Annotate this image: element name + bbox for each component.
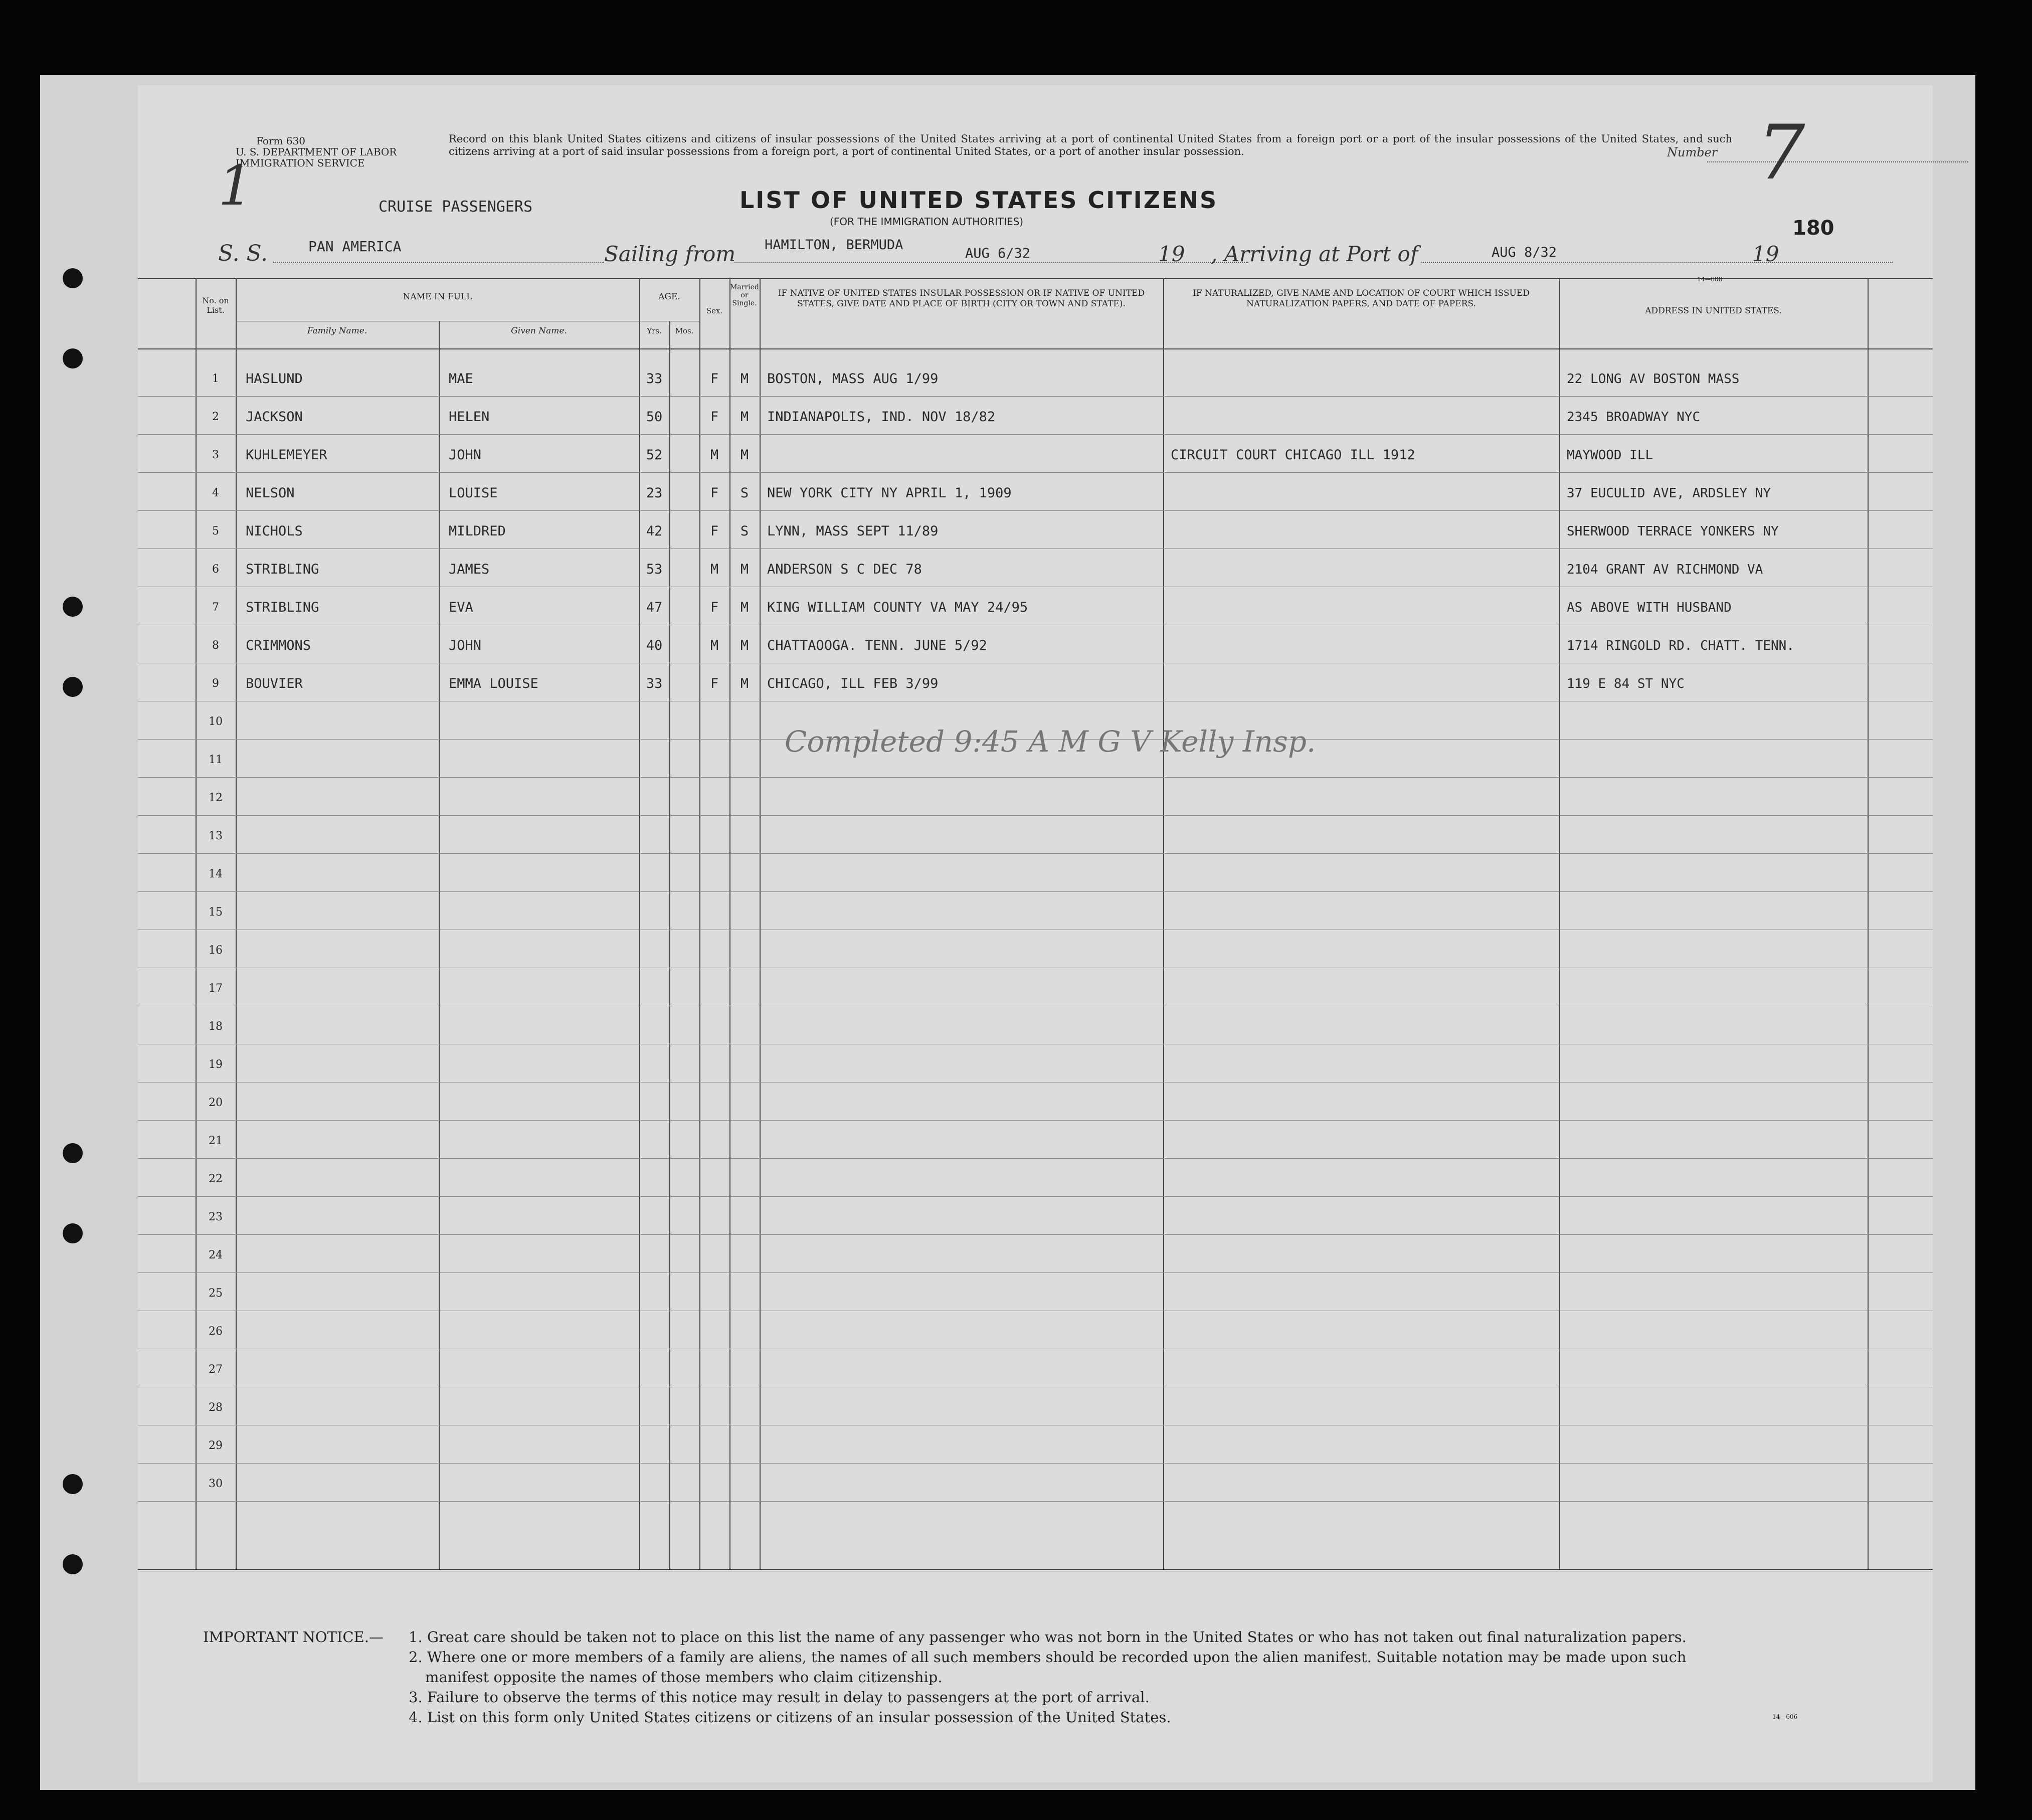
- department-label: U. S. DEPARTMENT OF LABOR: [236, 146, 397, 158]
- row-rule: [138, 1501, 1933, 1502]
- row-number: 21: [209, 1135, 223, 1147]
- notice-label: IMPORTANT NOTICE.—: [203, 1628, 384, 1646]
- family-name: STRIBLING: [246, 562, 319, 577]
- given-name: EMMA LOUISE: [449, 676, 538, 691]
- us-address: 2345 BROADWAY NYC: [1567, 410, 1701, 425]
- sex: F: [710, 600, 719, 615]
- row-rule: [138, 1196, 1933, 1197]
- row-number: 28: [209, 1401, 223, 1414]
- row-rule: [138, 853, 1933, 854]
- age-years: 33: [646, 371, 663, 387]
- binder-hole: [63, 1143, 83, 1163]
- row-number: 18: [209, 1020, 223, 1033]
- given-name: HELEN: [449, 409, 490, 425]
- marital-status: M: [740, 676, 749, 691]
- col-line: [439, 321, 440, 1569]
- year-prefix: 19: [1158, 242, 1185, 266]
- completion-annotation: Completed 9:45 A M G V Kelly Insp.: [785, 724, 1316, 759]
- sex: F: [710, 523, 719, 539]
- row-number: 5: [212, 525, 219, 537]
- age-years: 50: [646, 409, 663, 425]
- family-name: KUHLEMEYER: [246, 447, 327, 463]
- binder-hole: [63, 1223, 83, 1243]
- sheet-mark: 1: [218, 153, 253, 218]
- sailing-port: HAMILTON, BERMUDA: [765, 237, 903, 253]
- us-address: SHERWOOD TERRACE YONKERS NY: [1567, 524, 1779, 539]
- naturalization: CIRCUIT COURT CHICAGO ILL 1912: [1171, 447, 1415, 463]
- row-number: 6: [212, 563, 219, 576]
- header-bottom-rule: [138, 348, 1933, 349]
- sailing-date: AUG 6/32: [965, 246, 1031, 261]
- ship-line: [273, 262, 604, 263]
- row-number: 4: [212, 487, 219, 499]
- row-number: 8: [212, 639, 219, 652]
- print-code: 14—606: [1697, 276, 1723, 283]
- row-number: 1: [212, 373, 219, 385]
- us-address: 2104 GRANT AV RICHMOND VA: [1567, 562, 1763, 577]
- us-address: 119 E 84 ST NYC: [1567, 676, 1685, 691]
- row-number: 16: [209, 944, 223, 957]
- us-address: 1714 RINGOLD RD. CHATT. TENN.: [1567, 638, 1794, 653]
- arriving-label: , Arriving at Port of: [1211, 242, 1418, 266]
- birth-place-date: CHATTAOOGA. TENN. JUNE 5/92: [767, 638, 987, 653]
- header-age: AGE.: [658, 292, 680, 302]
- year-prefix-2: 19: [1752, 242, 1779, 266]
- birth-place-date: LYNN, MASS SEPT 11/89: [767, 523, 939, 539]
- row-number: 27: [209, 1363, 223, 1376]
- binder-hole: [63, 268, 83, 288]
- row-number: 25: [209, 1287, 223, 1300]
- row-number: 11: [209, 754, 223, 766]
- age-years: 40: [646, 638, 663, 653]
- form-title: LIST OF UNITED STATES CITIZENS: [740, 187, 1218, 214]
- marital-status: M: [740, 562, 749, 577]
- sex: F: [710, 409, 719, 425]
- form-number: Form 630: [256, 135, 305, 147]
- header-no: No. on List.: [202, 296, 229, 315]
- row-number: 22: [209, 1173, 223, 1185]
- ship-name: PAN AMERICA: [308, 238, 402, 255]
- row-number: 12: [209, 792, 223, 804]
- notice-item-3: 3. Failure to observe the terms of this notice may result in delay to passengers at the port of arrival.: [409, 1689, 1150, 1706]
- row-number: 30: [209, 1478, 223, 1490]
- birth-place-date: ANDERSON S C DEC 78: [767, 562, 922, 577]
- table-top-rule: [138, 278, 1933, 280]
- marital-status: M: [740, 371, 749, 387]
- marital-status: M: [740, 409, 749, 425]
- sex: M: [710, 447, 719, 463]
- us-address: AS ABOVE WITH HUSBAND: [1567, 600, 1732, 615]
- us-address: 37 EUCULID AVE, ARDSLEY NY: [1567, 486, 1771, 501]
- row-rule: [138, 815, 1933, 816]
- row-rule: [138, 1120, 1933, 1121]
- binder-hole: [63, 348, 83, 369]
- row-number: 17: [209, 982, 223, 995]
- given-name: JOHN: [449, 447, 482, 463]
- notice-item-1: 1. Great care should be taken not to place on this list the name of any passenger who was not born in the United States or who has not taken out final naturalization papers.: [409, 1628, 1687, 1646]
- age-years: 42: [646, 523, 663, 539]
- table-bottom-rule: [138, 1569, 1933, 1571]
- number-line: [1707, 161, 1968, 162]
- age-years: 33: [646, 676, 663, 691]
- us-address: MAYWOOD ILL: [1567, 448, 1653, 463]
- header-naturalized: IF NATURALIZED, GIVE NAME AND LOCATION OF COURT WHICH ISSUED NATURALIZATION PAPERS, AND DATE OF PAPERS.: [1193, 288, 1530, 309]
- row-number: 24: [209, 1249, 223, 1261]
- row-rule: [138, 1272, 1933, 1273]
- header-family-name: Family Name.: [307, 326, 367, 336]
- row-rule: [138, 777, 1933, 778]
- notice-item-2-cont: manifest opposite the names of those members who claim citizenship.: [425, 1669, 943, 1686]
- notice-code: 14—606: [1772, 1713, 1798, 1720]
- ss-label: S. S.: [218, 241, 268, 266]
- sex: F: [710, 371, 719, 387]
- header-sex: Sex.: [706, 306, 723, 315]
- row-rule: [138, 434, 1933, 435]
- form-instructions: Record on this blank United States citizens and citizens of insular possessions of the United States arriving at a port of continental United States from a foreign port or a port of the insular possessions of the United States, and such citizens arriving at a port of said insular possessions from a foreign port, a port of continental United States, or a port of another insular possession.: [449, 133, 1732, 157]
- birth-place-date: CHICAGO, ILL FEB 3/99: [767, 676, 939, 691]
- row-number: 3: [212, 449, 219, 461]
- age-years: 23: [646, 485, 663, 501]
- birth-place-date: NEW YORK CITY NY APRIL 1, 1909: [767, 485, 1012, 501]
- service-label: IMMIGRATION SERVICE: [236, 157, 365, 169]
- manifest-sheet: [138, 85, 1933, 1782]
- col-line: [669, 321, 670, 1569]
- marital-status: M: [740, 447, 749, 463]
- row-number: 26: [209, 1325, 223, 1338]
- binder-hole: [63, 677, 83, 697]
- family-name: CRIMMONS: [246, 638, 311, 653]
- sex: M: [710, 562, 719, 577]
- row-number: 20: [209, 1097, 223, 1109]
- family-name: STRIBLING: [246, 600, 319, 615]
- row-rule: [138, 1463, 1933, 1464]
- given-name: JAMES: [449, 562, 490, 577]
- family-name: HASLUND: [246, 371, 303, 387]
- us-address: 22 LONG AV BOSTON MASS: [1567, 372, 1740, 387]
- binder-hole: [63, 1474, 83, 1494]
- age-years: 47: [646, 600, 663, 615]
- row-number: 9: [212, 677, 219, 690]
- row-rule: [138, 1234, 1933, 1235]
- row-number: 2: [212, 411, 219, 423]
- sex: M: [710, 638, 719, 653]
- given-name: JOHN: [449, 638, 482, 653]
- birth-place-date: KING WILLIAM COUNTY VA MAY 24/95: [767, 600, 1028, 615]
- row-number: 23: [209, 1211, 223, 1223]
- row-number: 7: [212, 601, 219, 614]
- binder-hole: [63, 1554, 83, 1574]
- header-name-in-full: NAME IN FULL: [403, 292, 472, 302]
- given-name: MILDRED: [449, 523, 506, 539]
- sex: F: [710, 676, 719, 691]
- given-name: EVA: [449, 600, 473, 615]
- header-given-name: Given Name.: [511, 326, 567, 336]
- marital-status: S: [740, 523, 749, 539]
- family-name: BOUVIER: [246, 676, 303, 691]
- given-name: LOUISE: [449, 485, 498, 501]
- header-birth: IF NATIVE OF UNITED STATES INSULAR POSSESSION OR IF NATIVE OF UNITED STATES, GIVE DATE AND PLACE OF BIRTH (CITY OR TOWN AND STATE).: [778, 288, 1145, 309]
- notice-item-4: 4. List on this form only United States citizens or citizens of an insular possession of the United States.: [409, 1709, 1171, 1726]
- sailing-label: Sailing from: [604, 242, 736, 266]
- row-rule: [138, 1158, 1933, 1159]
- number-value: 7: [1757, 109, 1805, 197]
- age-years: 53: [646, 562, 663, 577]
- row-number: 14: [209, 868, 223, 880]
- family-name: NICHOLS: [246, 523, 303, 539]
- family-name: NELSON: [246, 485, 295, 501]
- row-rule: [138, 891, 1933, 892]
- row-rule: [138, 396, 1933, 397]
- birth-place-date: INDIANAPOLIS, IND. NOV 18/82: [767, 409, 996, 425]
- given-name: MAE: [449, 371, 473, 387]
- row-rule: [138, 510, 1933, 511]
- marital-status: M: [740, 638, 749, 653]
- marital-status: M: [740, 600, 749, 615]
- header-months: Mos.: [675, 326, 694, 335]
- row-number: 10: [209, 715, 223, 728]
- arrival-date: AUG 8/32: [1492, 245, 1557, 260]
- marital-status: S: [740, 485, 749, 501]
- notice-item-2: 2. Where one or more members of a family are aliens, the names of all such members should be recorded upon the alien manifest. Suitable notation may be made upon such: [409, 1649, 1687, 1666]
- header-married-single: Married or Single.: [730, 283, 759, 307]
- number-label: Number: [1667, 145, 1718, 159]
- binder-hole: [63, 597, 83, 617]
- family-name: JACKSON: [246, 409, 303, 425]
- row-number: 19: [209, 1058, 223, 1071]
- row-number: 29: [209, 1439, 223, 1452]
- form-subtitle: (FOR THE IMMIGRATION AUTHORITIES): [830, 216, 1024, 228]
- sex: F: [710, 485, 719, 501]
- header-address: ADDRESS IN UNITED STATES.: [1645, 306, 1782, 316]
- header-years: Yrs.: [647, 326, 662, 335]
- age-years: 52: [646, 447, 663, 463]
- arrival-line: [1421, 262, 1893, 263]
- row-number: 13: [209, 830, 223, 842]
- page-stamp: 180: [1792, 217, 1834, 240]
- birth-place-date: BOSTON, MASS AUG 1/99: [767, 371, 939, 387]
- cruise-label: CRUISE PASSENGERS: [379, 198, 533, 216]
- row-number: 15: [209, 906, 223, 919]
- row-rule: [138, 472, 1933, 473]
